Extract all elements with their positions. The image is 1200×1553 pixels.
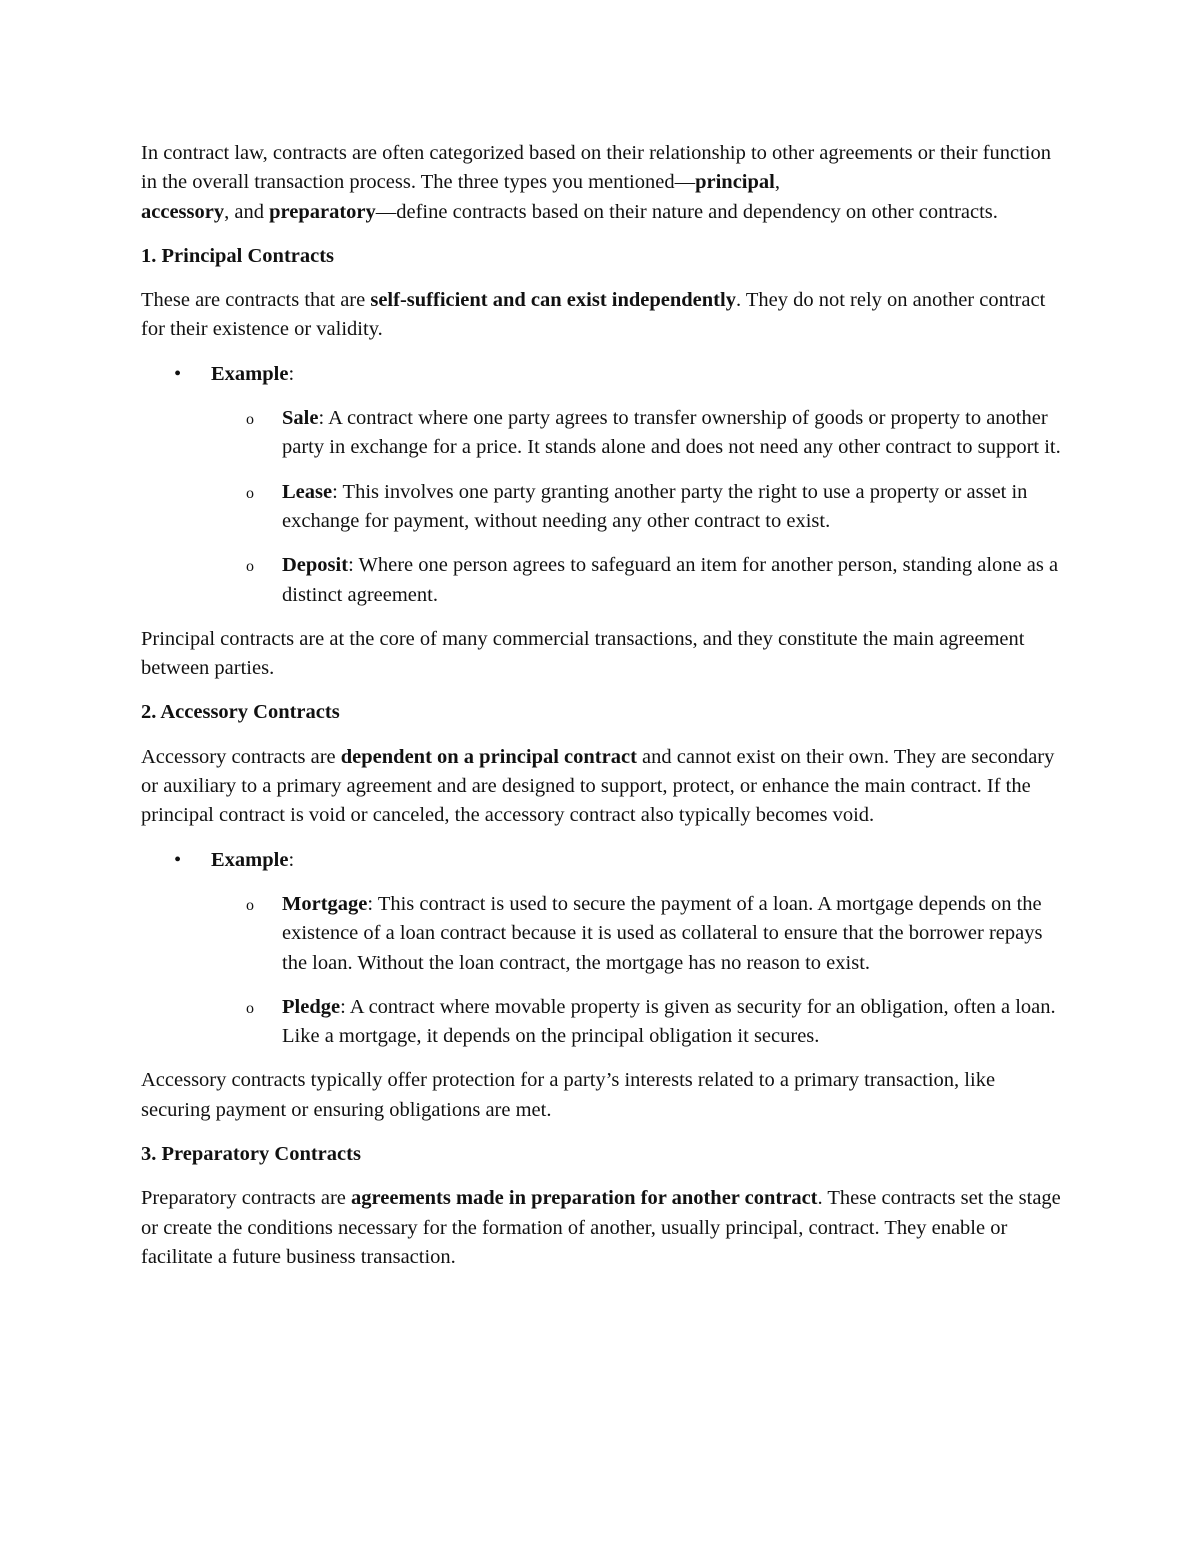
example-bullet	[141, 846, 1061, 875]
item-term: Mortgage	[282, 892, 368, 915]
intro-text-1: In contract law, contracts are often categorized based on their relationship to other agreements or their function in the overall transaction process. The three types you mentioned—	[141, 142, 1051, 194]
section-heading-preparatory: 3. Preparatory Contracts	[141, 1143, 361, 1166]
section-description-preparatory	[141, 1184, 1061, 1272]
item-text: : Where one person agrees to safeguard an item for another person, standing alone as a distinct agreement.	[282, 554, 1059, 606]
intro-text-3: , and	[224, 200, 270, 223]
intro-bold-principal: principal	[695, 171, 775, 194]
sub-bullet-circle-icon: o	[246, 484, 254, 502]
intro-text-4: —define contracts based on their nature and dependency on other contracts.	[375, 200, 998, 223]
desc-bold: agreements made in preparation for another contract	[351, 1187, 818, 1210]
list-item-deposit	[141, 551, 1061, 610]
section-heading-principal: 1. Principal Contracts	[141, 244, 335, 267]
sub-bullet-circle-icon: o	[246, 411, 254, 429]
desc-bold: dependent on a principal contract	[340, 745, 637, 768]
desc-text: These are contracts that are	[141, 289, 371, 312]
example-bullet	[141, 360, 1061, 389]
intro-bold-preparatory: preparatory	[269, 200, 376, 223]
item-text: : A contract where movable property is given as security for an obligation, often a loan. Like a mortgage, it depends on the principal obligation it secures.	[282, 995, 1056, 1048]
section-description-accessory	[141, 743, 1061, 831]
sub-bullet-circle-icon: o	[246, 558, 254, 576]
list-item-pledge	[141, 993, 1061, 1052]
sub-bullet-circle-icon: o	[246, 896, 254, 914]
bullet-dot-icon: •	[174, 848, 182, 871]
section-heading-accessory: 2. Accessory Contracts	[141, 701, 340, 724]
intro-paragraph	[141, 139, 1061, 227]
list-item-mortgage	[141, 890, 1061, 978]
example-colon: :	[288, 848, 295, 871]
list-item-lease	[141, 478, 1061, 537]
desc-bold: self-sufficient and can exist independently	[370, 289, 736, 312]
desc-text: . These contracts set the stage or create the conditions necessary for the formation of another, usually principal, contract. They enable or facilitate a future business transaction.	[141, 1187, 1061, 1268]
item-term: Sale	[282, 407, 319, 430]
desc-text: and cannot exist on their own. They are secondary or auxiliary to a primary agreement and are designed to support, protect, or enhance the main contract. If the principal contract is void or canceled, the accessory contract also typically becomes void.	[141, 745, 1055, 827]
section-summary-principal: Principal contracts are at the core of many commercial transactions, and they constitute the main agreement between parties.	[141, 627, 1025, 680]
example-label: Example	[211, 848, 289, 871]
intro-bold-accessory: accessory	[141, 200, 225, 223]
desc-text: Accessory contracts are	[141, 745, 341, 768]
example-label: Example	[211, 362, 289, 385]
item-term: Deposit	[282, 554, 349, 577]
item-term: Lease	[282, 480, 333, 503]
example-colon: :	[288, 362, 295, 385]
desc-text: . They do not rely on another contract for their existence or validity.	[141, 289, 1046, 341]
section-description-principal	[141, 286, 1061, 345]
item-term: Pledge	[282, 995, 341, 1018]
intro-text-2: ,	[774, 171, 780, 194]
item-text: : This involves one party granting another party the right to use a property or asset in exchange for payment, without needing any other contract to exist.	[282, 480, 1028, 532]
desc-text: Preparatory contracts are	[141, 1187, 352, 1210]
item-text: : A contract where one party agrees to transfer ownership of goods or property to another party in exchange for a price. It stands alone and does not need any other contract to support it.	[282, 407, 1061, 459]
item-text: : This contract is used to secure the payment of a loan. A mortgage depends on the existence of a loan contract because it is used as collateral to ensure that the borrower repays the loan. Without the loan contract, the mortgage has no reason to exist.	[282, 892, 1043, 974]
section-summary-accessory: Accessory contracts typically offer protection for a party’s interests related to a primary transaction, like securing payment or ensuring obligations are met.	[141, 1069, 996, 1121]
sub-bullet-circle-icon: o	[246, 999, 254, 1017]
bullet-dot-icon: •	[174, 362, 182, 385]
document-body	[141, 139, 1061, 1287]
list-item-sale	[141, 404, 1061, 463]
